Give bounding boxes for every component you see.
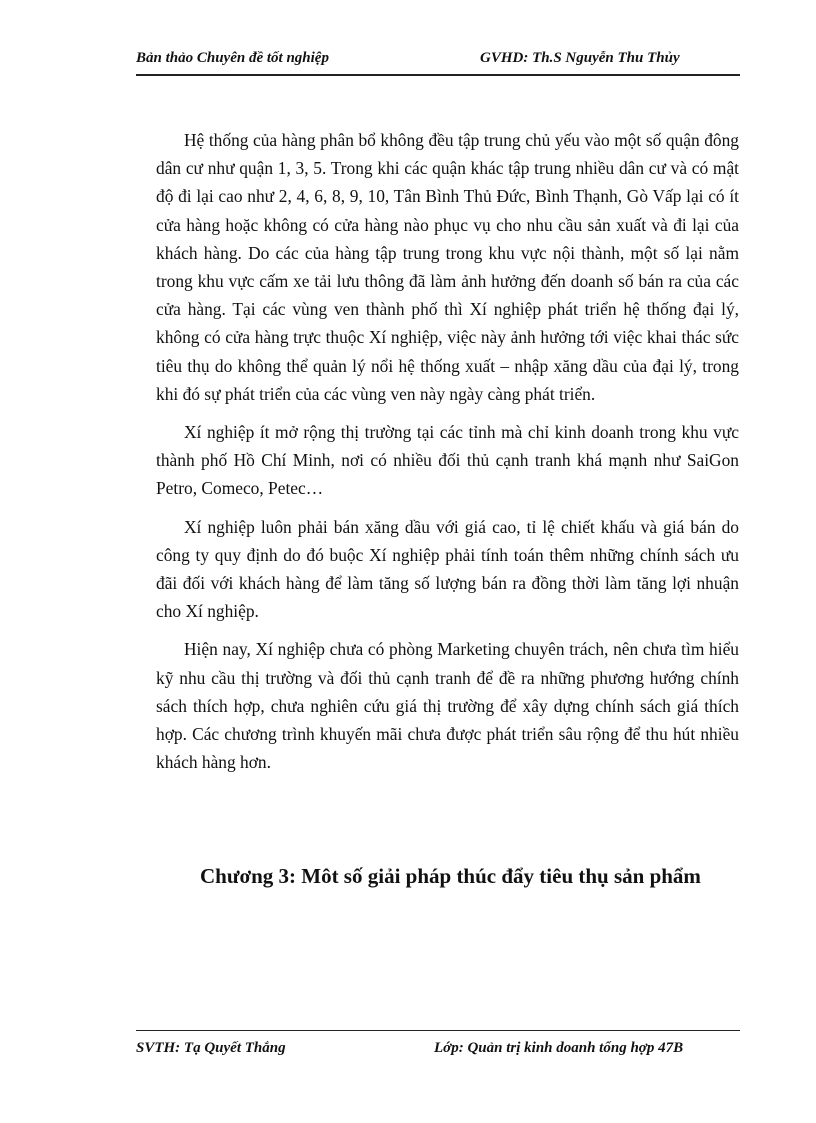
paragraph-store-distribution: Hệ thống của hàng phân bổ không đều tập trung chủ yếu vào một số quận đông dân cư như quận 1, 3, 5. Trong khi các quận khác tập trung nhiều dân cư và có mật độ đi lại cao như 2, 4, 6, 8, 9, 10, Tân Bình Thủ Đức, Bình Thạnh, Gò Vấp lại có ít cửa hàng hoặc không có cửa hàng nào phục vụ cho nhu cầu sản xuất và đi lại của khách hàng. Do các của hàng tập trung trong khu vực nội thành, một số lại nằm trong khu vực cấm xe tải lưu thông đã làm ảnh hưởng đến doanh số bán ra của các cửa hàng. Tại các vùng ven thành phố thì Xí nghiệp phát triển hệ thống đại lý, không có cửa hàng trực thuộc Xí nghiệp, việc này ảnh hưởng tới việc khai thác sức tiêu thụ do không thể quản lý nổi hệ thống xuất – nhập xăng dầu của đại lý, trong khi đó sự phát triển của các vùng ven này ngày càng phát triển. — [156, 130, 739, 404]
advisor-label: GVHD: Th.S Nguyễn Thu Thủy — [480, 50, 680, 66]
chapter-heading: Chương 3: Môt số giải pháp thúc đẩy tiêu thụ sản phẩm — [200, 864, 701, 888]
paragraph-marketing: Hiện nay, Xí nghiệp chưa có phòng Marketing chuyên trách, nên chưa tìm hiểu kỹ nhu cầu thị trường và đối thủ cạnh tranh để đề ra những phương hướng chính sách thích hợp, chưa nghiên cứu giá thị trường để xây dựng chính sách giá thích hợp. Các chương trình khuyến mãi chưa được phát triển sâu rộng để thu hút nhiều khách hàng hơn. — [156, 639, 739, 773]
page-footer — [136, 1030, 740, 1061]
page-header — [136, 46, 740, 76]
paragraph-market-expansion: Xí nghiệp ít mở rộng thị trường tại các tỉnh mà chỉ kinh doanh trong khu vực thành phố Hồ Chí Minh, nơi có nhiều đối thủ cạnh tranh khá mạnh như SaiGon Petro, Comeco, Petec… — [156, 422, 739, 499]
paragraph-pricing: Xí nghiệp luôn phải bán xăng dầu với giá cao, tỉ lệ chiết khấu và giá bán do công ty quy định do đó buộc Xí nghiệp phải tính toán thêm những chính sách ưu đãi đối với khách hàng để làm tăng số lượng bán ra đồng thời làm tăng lợi nhuận cho Xí nghiệp. — [156, 516, 739, 622]
document-title: Bản thảo Chuyên đề tốt nghiệp — [136, 50, 329, 66]
body-text — [156, 126, 739, 776]
student-label: SVTH: Tạ Quyết Thắng — [136, 1040, 286, 1056]
class-label: Lớp: Quản trị kinh doanh tổng hợp 47B — [434, 1040, 684, 1056]
